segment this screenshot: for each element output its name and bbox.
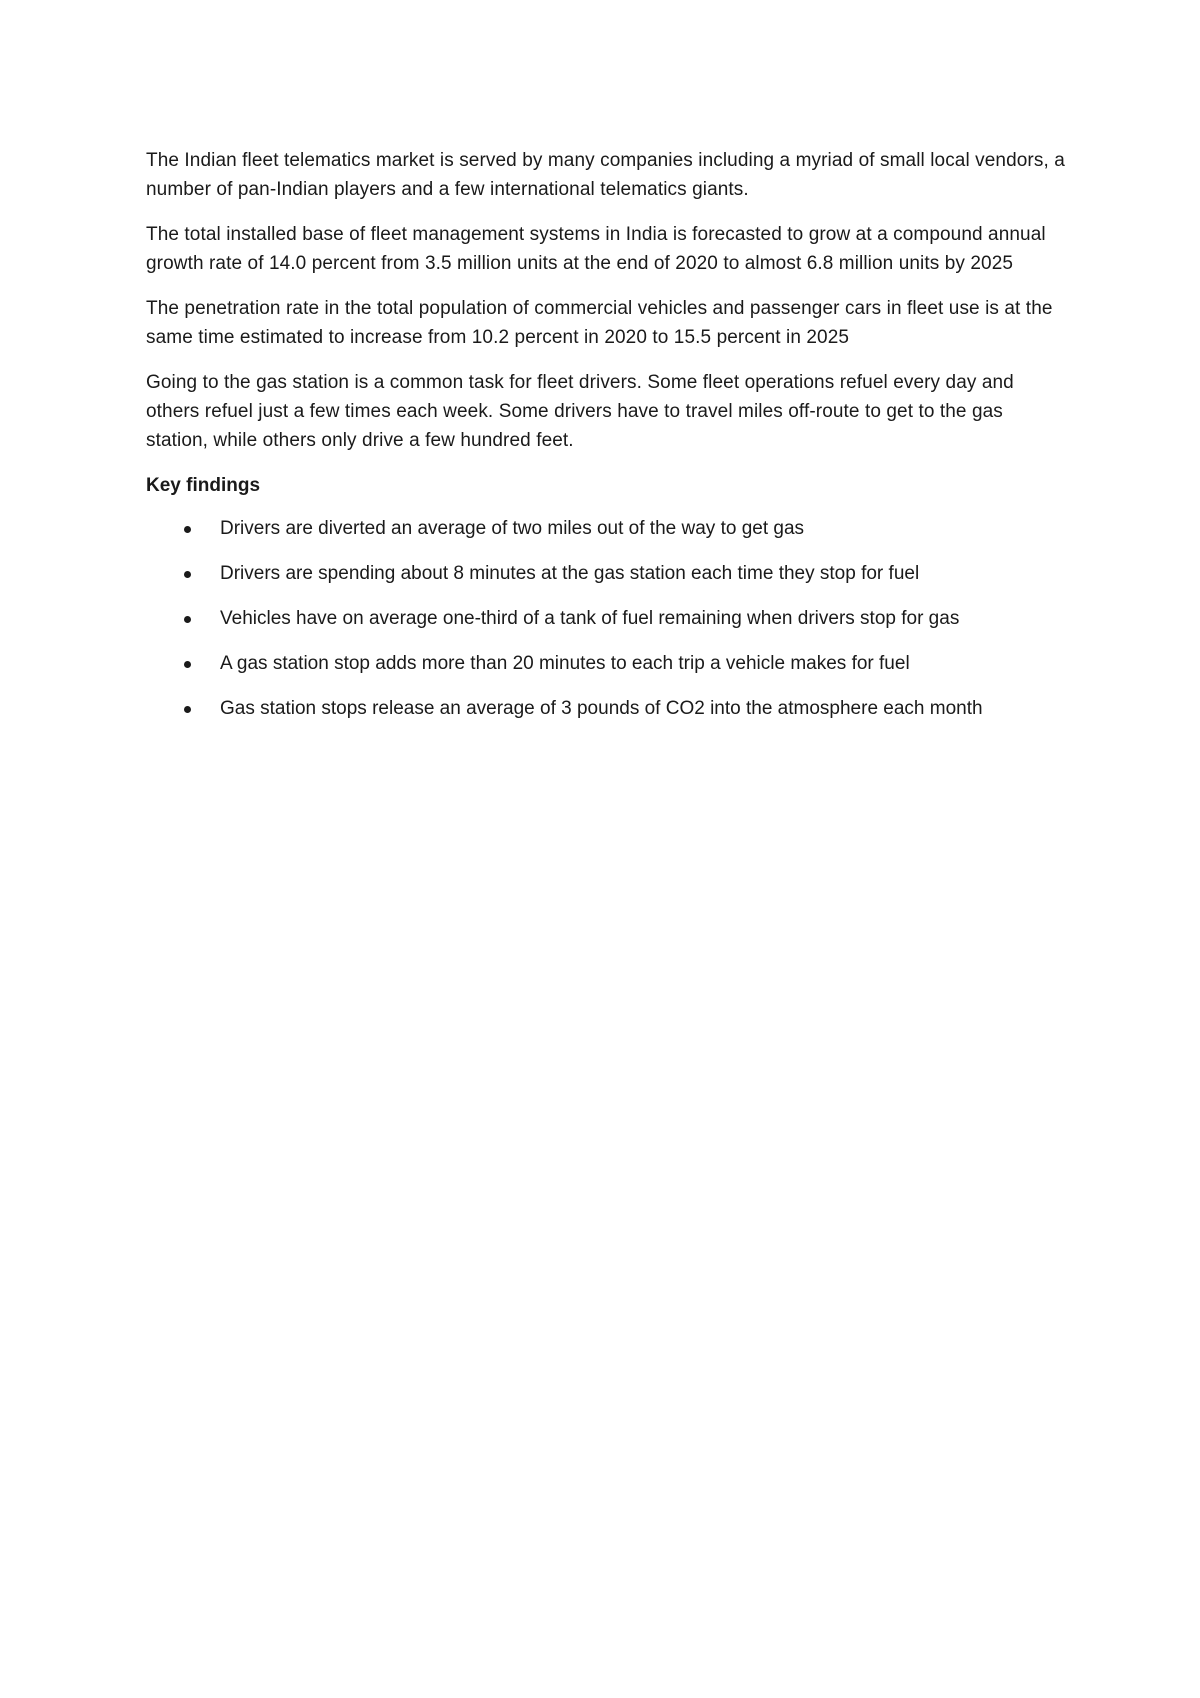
bullet-icon [184, 526, 191, 533]
list-item-text: Drivers are diverted an average of two miles out of the way to get gas [220, 518, 805, 539]
key-findings-list [146, 514, 1066, 723]
list-item-text: Drivers are spending about 8 minutes at the gas station each time they stop for fuel [220, 563, 920, 584]
bullet-icon [184, 571, 191, 578]
list-item [146, 649, 1066, 678]
bullet-icon [184, 616, 191, 623]
list-item [146, 694, 1066, 723]
list-item [146, 514, 1066, 543]
list-item-text: Vehicles have on average one-third of a tank of fuel remaining when drivers stop for gas [220, 608, 960, 629]
bullet-icon [184, 706, 191, 713]
list-item-text: A gas station stop adds more than 20 minutes to each trip a vehicle makes for fuel [220, 653, 910, 674]
list-item-text: Gas station stops release an average of 3 pounds of CO2 into the atmosphere each month [220, 698, 983, 719]
paragraph-market-overview: The Indian fleet telematics market is served by many companies including a myriad of small local vendors, a number of pan-Indian players and a few international telematics giants. [146, 150, 1065, 200]
paragraph-gas-station: Going to the gas station is a common task for fleet drivers. Some fleet operations refuel every day and others refuel just a few times each week. Some drivers have to travel miles off-route to get to the gas station, while others only drive a few hundred feet. [146, 372, 1014, 451]
list-item [146, 559, 1066, 588]
key-findings-heading: Key findings [146, 475, 261, 496]
paragraph-installed-base: The total installed base of fleet management systems in India is forecasted to grow at a compound annual growth rate of 14.0 percent from 3.5 million units at the end of 2020 to almost 6.8 million units by 2025 [146, 224, 1046, 274]
bullet-icon [184, 661, 191, 668]
paragraph-penetration-rate: The penetration rate in the total population of commercial vehicles and passenger cars in fleet use is at the same time estimated to increase from 10.2 percent in 2020 to 15.5 percent in 2025 [146, 298, 1053, 348]
list-item [146, 604, 1066, 633]
document-body [146, 146, 1066, 739]
